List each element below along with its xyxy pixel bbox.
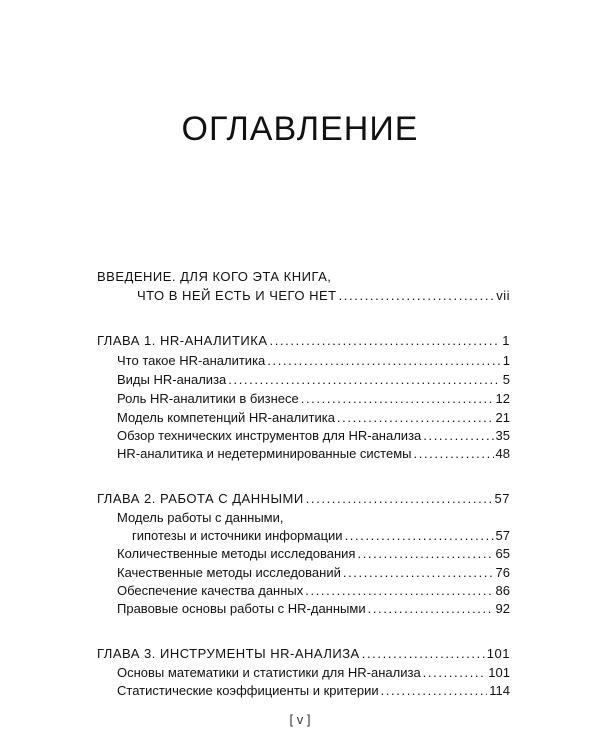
- leader-dots: [267, 353, 500, 369]
- toc-entry[interactable]: [117, 391, 510, 407]
- leader-dots: [423, 665, 487, 681]
- toc-page-number: 21: [495, 410, 510, 425]
- toc-entry[interactable]: [117, 583, 510, 599]
- toc-entry[interactable]: [117, 446, 510, 462]
- toc-page-number: 92: [495, 601, 510, 616]
- toc-entry-label: Модель работы с данными,: [117, 510, 284, 525]
- toc-page-number: vii: [496, 288, 510, 303]
- leader-dots: [362, 646, 485, 662]
- toc-page-number: 5: [502, 372, 510, 387]
- toc-entry-label: Обеспечение качества данных: [117, 583, 304, 598]
- toc-chapter-1[interactable]: [97, 333, 510, 349]
- toc-page-number: 1: [502, 353, 510, 368]
- leader-dots: [301, 391, 494, 407]
- toc-page-number: 57: [494, 491, 510, 506]
- toc-entry-label: Основы математики и статистики для HR-анализа: [117, 665, 421, 680]
- leader-dots: [305, 583, 493, 599]
- toc-entry[interactable]: [117, 353, 510, 369]
- toc-entry-label: Модель компетенций HR-аналитика: [117, 410, 335, 425]
- leader-dots: [368, 601, 494, 617]
- toc-page-number: 101: [488, 665, 510, 680]
- leader-dots: [345, 528, 494, 544]
- toc-entry[interactable]: [117, 665, 510, 681]
- toc-entry[interactable]: [117, 546, 510, 562]
- toc-page-number: 35: [495, 428, 510, 443]
- toc-page-number: 1: [502, 333, 510, 348]
- leader-dots: [381, 683, 488, 699]
- toc-entry-label: HR-аналитика и недетерминированные системы: [117, 446, 412, 461]
- toc-entry-label: Правовые основы работы с HR-данными: [117, 601, 366, 616]
- toc-page-number: 76: [495, 565, 510, 580]
- toc-entry[interactable]: [117, 601, 510, 617]
- toc-page-number: 12: [495, 391, 510, 406]
- leader-dots: [414, 446, 494, 462]
- toc-entry-label: гипотезы и источники информации: [132, 528, 343, 543]
- toc-entry-label: Роль HR-аналитики в бизнесе: [117, 391, 299, 406]
- leader-dots: [228, 372, 501, 388]
- leader-dots: [343, 565, 494, 581]
- leader-dots: [337, 410, 494, 426]
- toc-chapter-label: ГЛАВА 3. ИНСТРУМЕНТЫ HR-АНАЛИЗА: [97, 646, 360, 661]
- toc-entry-label: Обзор технических инструментов для HR-анализа: [117, 428, 422, 443]
- toc-intro-line1: ВВЕДЕНИЕ. ДЛЯ КОГО ЭТА КНИГА,: [97, 269, 332, 284]
- toc-entry-label: Статистические коэффициенты и критерии: [117, 683, 379, 698]
- leader-dots: [306, 491, 493, 507]
- toc-intro-entry[interactable]: [137, 288, 510, 304]
- toc-page-number: 86: [495, 583, 510, 598]
- toc-entry-label: Виды HR-анализа: [117, 372, 227, 387]
- leader-dots: [423, 428, 493, 444]
- leader-dots: [339, 288, 495, 304]
- page-title: ОГЛАВЛЕНИЕ: [181, 110, 419, 148]
- toc-chapter-label: ГЛАВА 1. HR-АНАЛИТИКА: [97, 333, 268, 348]
- toc-entry[interactable]: [132, 528, 510, 544]
- toc-entry-label: Количественные методы исследования: [117, 546, 356, 561]
- toc-entry-label: Что такое HR-аналитика: [117, 353, 266, 368]
- toc-entry[interactable]: [117, 428, 510, 444]
- toc-entry-label: ЧТО В НЕЙ ЕСТЬ И ЧЕГО НЕТ: [137, 288, 337, 303]
- toc-entry-label: Качественные методы исследований: [117, 565, 341, 580]
- leader-dots: [357, 546, 493, 562]
- toc-entry[interactable]: [117, 683, 510, 699]
- toc-page-number: 48: [495, 446, 510, 461]
- toc-chapter-3[interactable]: [97, 646, 510, 662]
- toc-page-number: 114: [489, 683, 510, 698]
- toc-entry[interactable]: [117, 372, 510, 388]
- toc-page-number: 101: [486, 646, 510, 661]
- toc-chapter-2[interactable]: [97, 491, 510, 507]
- toc-entry[interactable]: [117, 565, 510, 581]
- toc-page-number: 57: [495, 528, 510, 543]
- leader-dots: [270, 333, 501, 349]
- toc-entry[interactable]: [117, 410, 510, 426]
- toc-page-number: 65: [495, 546, 510, 561]
- page-number-footer: [ v ]: [289, 712, 311, 727]
- toc-chapter-label: ГЛАВА 2. РАБОТА С ДАННЫМИ: [97, 491, 304, 506]
